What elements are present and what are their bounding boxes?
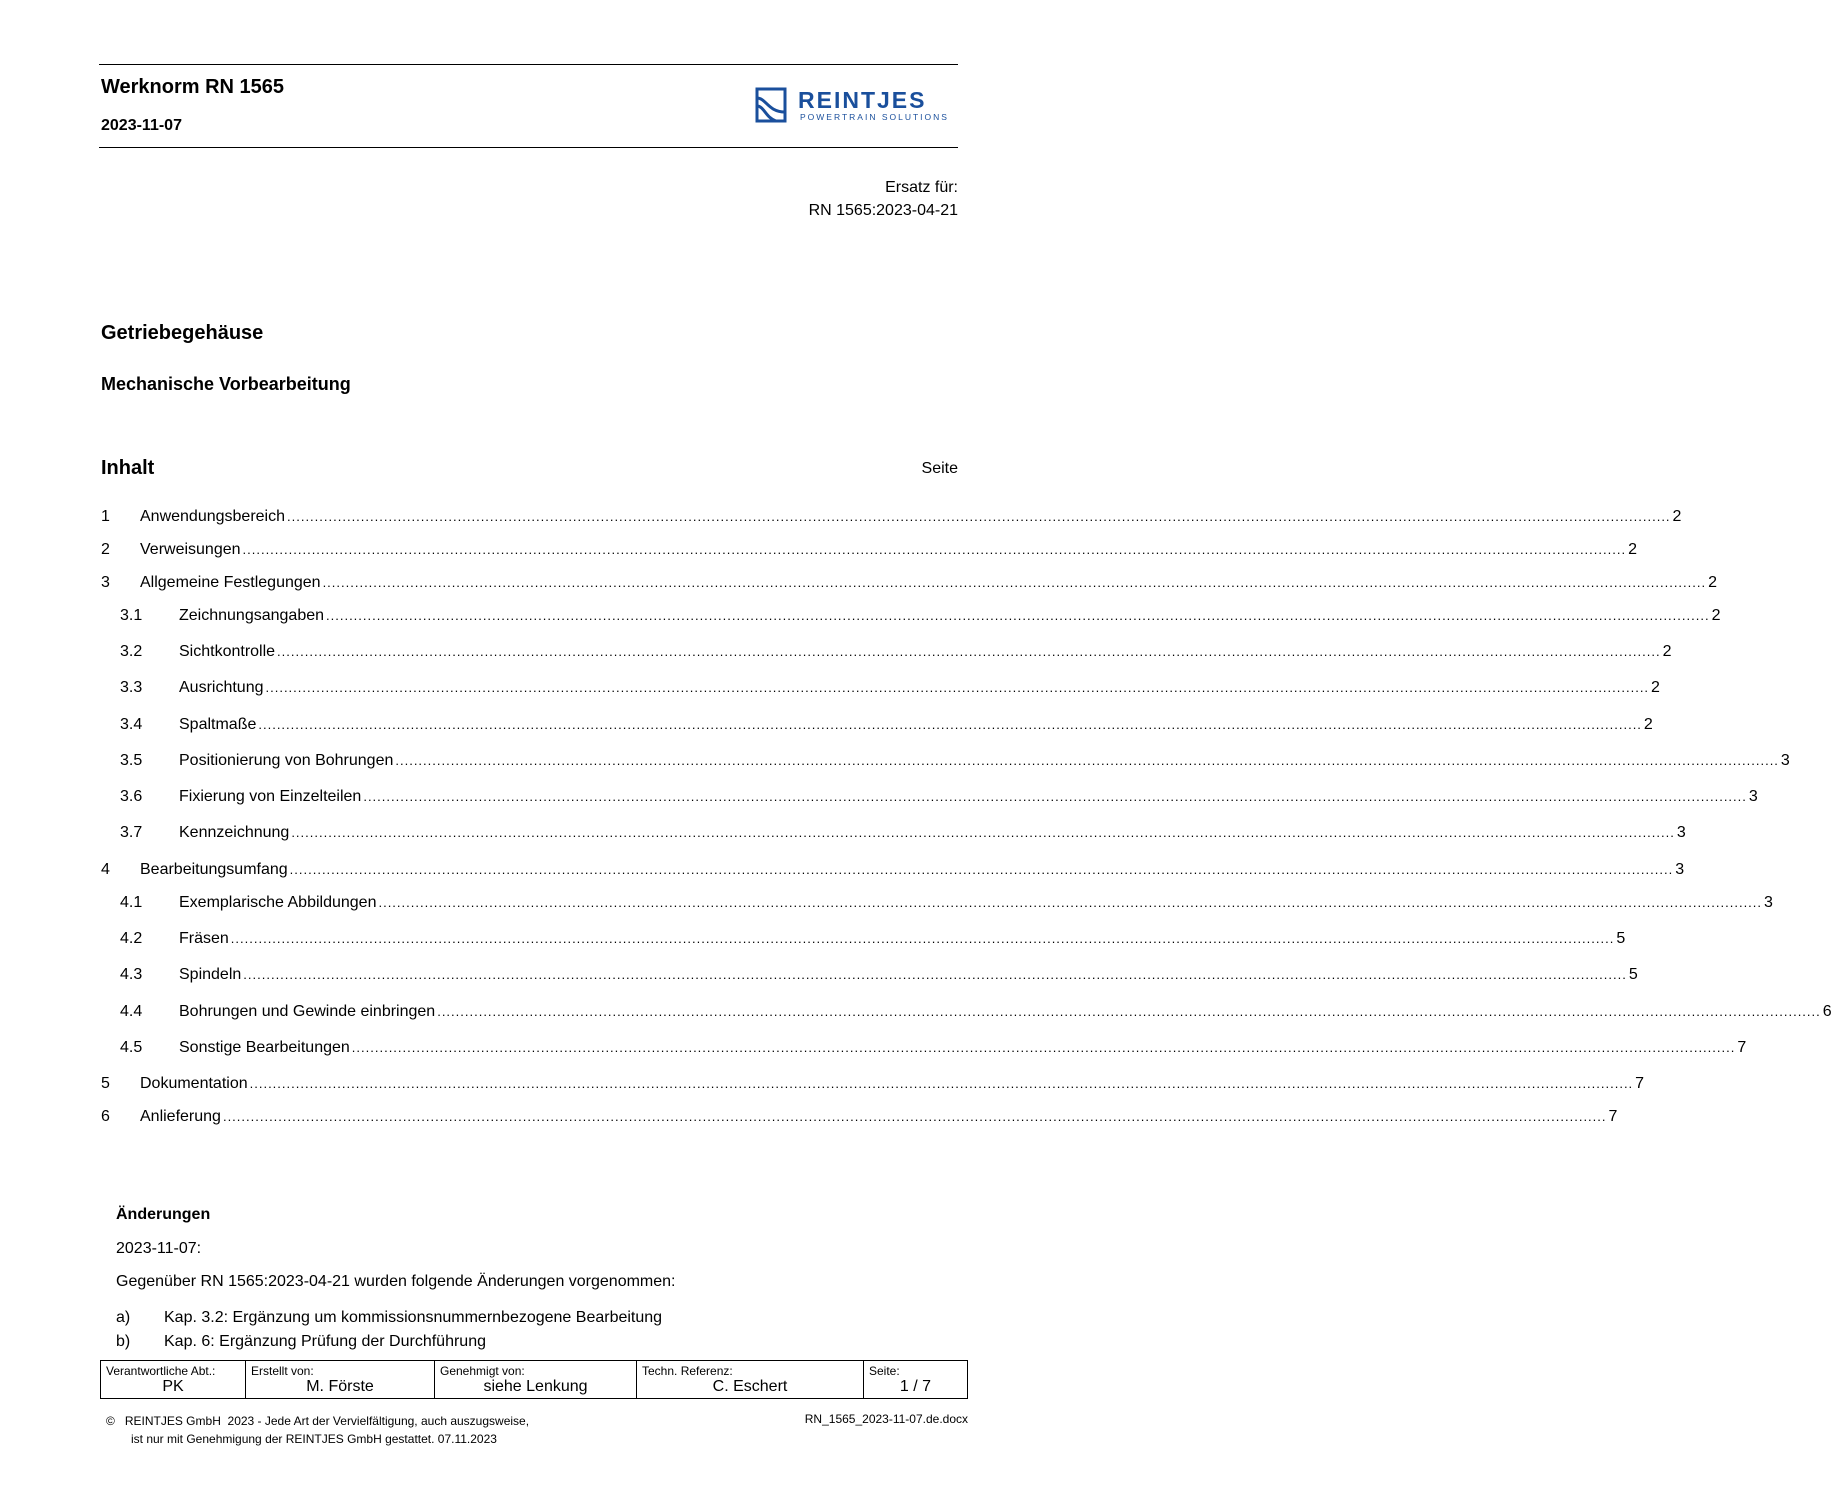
toc-entry-page: 2 [1643, 716, 1653, 733]
toc-entry-title: Spindeln [179, 966, 242, 983]
toc-entry-page: 5 [1616, 930, 1626, 947]
replacement-value: RN 1565:2023-04-21 [808, 202, 958, 219]
toc-entry[interactable] [101, 966, 1638, 988]
toc-entry-title: Ausrichtung [179, 679, 264, 696]
toc-entry-number: 3.4 [120, 716, 143, 733]
toc-entry-title: Anwendungsbereich [140, 508, 285, 525]
toc-entry-page: 3 [1748, 788, 1758, 805]
toc-dot-leader: ............................................................................................................................................................................................................................................................................................................ [265, 680, 1650, 695]
toc-dot-leader: ............................................................................................................................................................................................................................................................................................................ [258, 717, 1642, 732]
toc-entry-title: Sonstige Bearbeitungen [179, 1039, 350, 1056]
toc-entry-number: 3.6 [120, 788, 143, 805]
toc-entry[interactable] [101, 716, 1653, 738]
toc-entry-page: 2 [1708, 574, 1718, 591]
toc-entry-page: 3 [1676, 824, 1686, 841]
toc-entry-page: 3 [1780, 752, 1790, 769]
toc-entry[interactable] [101, 752, 1790, 774]
top-rule [99, 64, 958, 65]
toc-dot-leader: ............................................................................................................................................................................................................................................................................................................ [289, 862, 1674, 877]
toc-entry-title: Bohrungen und Gewinde einbringen [179, 1003, 436, 1020]
toc-dot-leader: ............................................................................................................................................................................................................................................................................................................ [249, 1076, 1634, 1091]
toc-entry-title: Zeichnungsangaben [179, 607, 325, 624]
footer-value: siehe Lenkung [483, 1378, 588, 1395]
changes-intro: Gegenüber RN 1565:2023-04-21 wurden folgende Änderungen vorgenommen: [116, 1273, 676, 1290]
toc-entry-page: 3 [1764, 894, 1773, 911]
toc-dot-leader: ............................................................................................................................................................................................................................................................................................................ [378, 895, 1763, 910]
toc-dot-leader: ............................................................................................................................................................................................................................................................................................................ [395, 753, 1779, 768]
subject-title: Getriebegehäuse [101, 322, 264, 344]
replacement-note [809, 176, 958, 222]
toc-dot-leader: ............................................................................................................................................................................................................................................................................................................ [322, 575, 1707, 590]
footer-value: PK [162, 1378, 184, 1395]
change-item-text: Kap. 3.2: Ergänzung um kommissionsnummernbezogene Bearbeitung [164, 1309, 663, 1326]
toc-entry-number: 2 [101, 541, 110, 558]
toc-entry[interactable] [101, 607, 1721, 629]
toc-entry-title: Bearbeitungsumfang [140, 861, 288, 878]
toc-entry-title: Fräsen [179, 930, 229, 947]
toc-entry-number: 3.7 [120, 824, 143, 841]
footer-label: Erstellt von: [251, 1364, 314, 1378]
changes-heading: Änderungen [116, 1206, 211, 1223]
toc-entry[interactable] [101, 679, 1660, 701]
logo-tagline: POWERTRAIN SOLUTIONS [800, 112, 949, 122]
footer-cell-author [246, 1361, 435, 1399]
footer-label: Seite: [869, 1364, 900, 1378]
toc-dot-leader: ............................................................................................................................................................................................................................................................................................................ [351, 1040, 1736, 1055]
toc-dot-leader: ............................................................................................................................................................................................................................................................................................................ [230, 931, 1615, 946]
toc-entry-number: 3.3 [120, 679, 143, 696]
footer-value: 1 / 7 [899, 1378, 932, 1395]
change-item [116, 1309, 662, 1327]
toc-entry-page: 3 [1675, 861, 1685, 878]
copyright-line-2: ist nur mit Genehmigung der REINTJES GmbH gestattet. 07.11.2023 [131, 1432, 497, 1446]
toc-entry-number: 4 [101, 861, 110, 878]
toc-entry[interactable] [101, 1108, 1618, 1130]
toc-entry-number: 4.3 [120, 966, 143, 983]
toc-entry-number: 3.5 [120, 752, 143, 769]
toc-entry-title: Positionierung von Bohrungen [179, 752, 394, 769]
footer-value: C. Eschert [712, 1378, 788, 1395]
footer-table [100, 1360, 968, 1399]
toc-entry-title: Verweisungen [140, 541, 241, 558]
toc-entry-page: 6 [1822, 1003, 1832, 1020]
footer-value: M. Förste [306, 1378, 374, 1395]
copyright-notice [106, 1412, 529, 1448]
toc-entry[interactable] [101, 574, 1718, 596]
toc-entry-title: Allgemeine Festlegungen [140, 574, 321, 591]
header-bottom-rule [99, 147, 958, 148]
toc-dot-leader: ............................................................................................................................................................................................................................................................................................................ [287, 509, 1671, 524]
toc-dot-leader: ............................................................................................................................................................................................................................................................................................................ [242, 542, 1627, 557]
toc-dot-leader: ............................................................................................................................................................................................................................................................................................................ [222, 1109, 1607, 1124]
toc-entry-page: 2 [1672, 508, 1682, 525]
toc-entry-number: 4.1 [120, 894, 143, 911]
toc-entry-number: 4.4 [120, 1003, 143, 1020]
toc-dot-leader: ............................................................................................................................................................................................................................................................................................................ [326, 608, 1710, 623]
change-item-label: a) [116, 1309, 131, 1326]
toc-entry[interactable] [101, 894, 1773, 916]
toc-dot-leader: ............................................................................................................................................................................................................................................................................................................ [291, 825, 1675, 840]
change-item-text: Kap. 6: Ergänzung Prüfung der Durchführung [164, 1333, 486, 1350]
footer-cell-approval [435, 1361, 637, 1399]
toc-entry[interactable] [101, 824, 1686, 846]
toc-entry-page: 2 [1628, 541, 1637, 558]
toc-dot-leader: ............................................................................................................................................................................................................................................................................................................ [363, 789, 1747, 804]
toc-entry[interactable] [101, 1075, 1645, 1097]
toc-entry-page: 2 [1662, 643, 1672, 660]
toc-dot-leader: ............................................................................................................................................................................................................................................................................................................ [277, 644, 1661, 659]
toc-entry[interactable] [101, 1039, 1747, 1061]
toc-entry-title: Anlieferung [140, 1108, 221, 1125]
toc-entry-page: 2 [1711, 607, 1721, 624]
toc-entry-number: 6 [101, 1108, 110, 1125]
toc-entry[interactable] [101, 541, 1637, 563]
toc-dot-leader: ............................................................................................................................................................................................................................................................................................................ [437, 1004, 1821, 1019]
toc-entry-number: 4.5 [120, 1039, 143, 1056]
footer-cell-tech-reference [637, 1361, 864, 1399]
document-title: Werknorm RN 1565 [101, 76, 285, 98]
toc-entry-title: Exemplarische Abbildungen [179, 894, 377, 911]
change-item [116, 1333, 486, 1351]
toc-entry-title: Fixierung von Einzelteilen [179, 788, 362, 805]
logo-brand: REINTJES [798, 87, 927, 113]
toc-entry-title: Kennzeichnung [179, 824, 290, 841]
toc-entry-number: 4.2 [120, 930, 143, 947]
changes-date: 2023-11-07: [116, 1240, 202, 1257]
toc-entry-number: 3.1 [120, 607, 143, 624]
file-name: RN_1565_2023-11-07.de.docx [804, 1412, 968, 1426]
toc-entry-page: 7 [1608, 1108, 1618, 1125]
toc-entry[interactable] [101, 1003, 1832, 1025]
copyright-line-1: © REINTJES GmbH 2023 - Jede Art der Vervielfältigung, auch auszugsweise, [106, 1414, 530, 1428]
reintjes-logo [754, 86, 959, 126]
toc-entry-title: Dokumentation [140, 1075, 248, 1092]
footer-cell-department [101, 1361, 246, 1399]
replacement-label: Ersatz für: [885, 179, 958, 196]
toc-entry[interactable] [101, 930, 1626, 952]
toc-entry-number: 5 [101, 1075, 110, 1092]
toc-entry-page: 5 [1628, 966, 1638, 983]
toc-heading: Inhalt [101, 457, 155, 479]
toc-entry-number: 3.2 [120, 643, 143, 660]
toc-entry-title: Sichtkontrolle [179, 643, 276, 660]
footer-cell-page [864, 1361, 968, 1399]
toc-entry[interactable] [101, 861, 1685, 883]
footer-label: Genehmigt von: [440, 1364, 525, 1378]
toc-entry[interactable] [101, 508, 1682, 530]
change-item-label: b) [116, 1333, 131, 1350]
toc-page-heading: Seite [921, 460, 958, 477]
toc-entry[interactable] [101, 643, 1672, 665]
subject-subtitle: Mechanische Vorbearbeitung [101, 374, 351, 394]
toc-entry-number: 1 [101, 508, 110, 525]
toc-entry-page: 2 [1651, 679, 1660, 696]
document-date: 2023-11-07 [101, 117, 182, 134]
footer-label: Techn. Referenz: [642, 1364, 733, 1378]
toc-entry-number: 3 [101, 574, 110, 591]
footer-label: Verantwortliche Abt.: [106, 1364, 216, 1378]
toc-entry[interactable] [101, 788, 1758, 810]
toc-dot-leader: ............................................................................................................................................................................................................................................................................................................ [243, 967, 1627, 982]
toc-entry-title: Spaltmaße [179, 716, 257, 733]
toc-entry-page: 7 [1635, 1075, 1645, 1092]
toc-entry-page: 7 [1737, 1039, 1747, 1056]
